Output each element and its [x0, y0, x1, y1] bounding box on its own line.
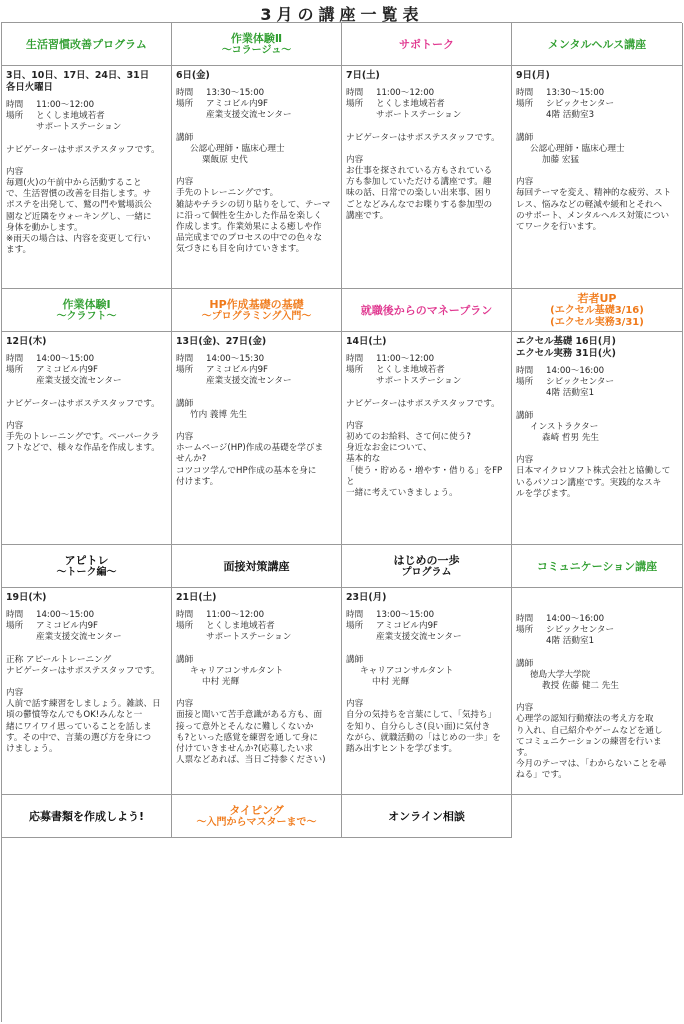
note-line: ナビゲーターはサポステスタッフです。: [6, 398, 160, 409]
course-date: [176, 336, 338, 348]
info-row: [516, 377, 679, 388]
course-header: [2, 545, 172, 588]
info-row: [346, 99, 508, 110]
content-line: 頃の鬱憤等なんでもOK!みんなと一: [6, 710, 143, 721]
course-title: (エクセル実務3/31): [550, 316, 644, 328]
place-line: 産業支援交流センター: [206, 110, 292, 121]
content-line: 雑誌やチラシの切り貼りをして、テーマ: [176, 199, 331, 210]
lecturer-line: インストラクター: [530, 421, 599, 432]
course-title: はじめの一歩: [393, 553, 460, 567]
info-value: 11:00〜12:00: [376, 354, 435, 364]
note-line: ナビゲーターはサポステスタッフです。: [346, 132, 500, 143]
course-header: [2, 289, 172, 332]
spacer: [346, 144, 508, 155]
info-row: [6, 100, 168, 111]
info-row: [516, 614, 679, 625]
content-label: 内容: [176, 699, 194, 710]
info-value: 11:00〜12:00: [376, 88, 435, 98]
info-row: [346, 365, 508, 376]
info-value: 11:00〜12:00: [206, 610, 265, 620]
info-row: [346, 88, 508, 99]
info-value: とくしま地域若者: [206, 621, 275, 632]
content-label: 内容: [346, 699, 364, 710]
course-details: [342, 588, 512, 795]
info-value: とくしま地域若者: [376, 365, 445, 376]
course-details: [512, 332, 683, 545]
content-line: 「使う・貯める・増やす・借りる」をFPと: [346, 465, 503, 487]
content-line: ※雨天の場合は、内容を変更して行い: [6, 234, 151, 245]
content-line: 接って意外とそんなに難しくないか: [176, 721, 314, 732]
course-title: 若者UP: [577, 291, 617, 305]
info-label: 場所: [176, 621, 194, 632]
spacer: [346, 122, 508, 133]
content-line: けましょう。: [6, 744, 58, 755]
info-value: シビックセンター: [546, 99, 615, 110]
info-value: アミコビル内9F: [376, 621, 438, 632]
content-line: 身近なお金について、: [346, 443, 432, 454]
info-label: 場所: [176, 99, 194, 110]
info-value: 14:00〜16:00: [546, 366, 605, 376]
course-details: [512, 588, 683, 795]
spacer: [6, 677, 168, 688]
content-line: す。: [516, 748, 533, 759]
content-line: ねる」です。: [516, 770, 567, 781]
info-value: アミコビル内9F: [36, 621, 98, 632]
content-line: 味の話、日常での楽しい出来事、困り: [346, 188, 493, 199]
course-details: [172, 66, 342, 289]
info-row: [6, 365, 168, 376]
lecturer-line: キャリアコンサルタント: [190, 665, 284, 676]
spacer: [346, 388, 508, 399]
course-title: サポトーク: [399, 37, 454, 51]
info-label: 場所: [516, 625, 534, 636]
info-label: 時間: [176, 88, 194, 98]
content-label: 内容: [6, 166, 24, 177]
course-date: [346, 336, 508, 348]
course-title: オンライン相談: [388, 809, 465, 823]
info-value: 14:00〜16:00: [546, 614, 605, 624]
info-row: [516, 625, 679, 636]
lecturer-label: 講師: [516, 658, 534, 669]
course-title: 就職後からのマネープラン: [360, 303, 493, 317]
lecturer-label: 講師: [176, 132, 194, 143]
date-line: 3日、10日、17日、24日、31日: [6, 70, 150, 81]
spacer: [516, 122, 679, 133]
info-label: 場所: [516, 377, 534, 388]
content-line: いるパソコン講座です。実践的なスキ: [516, 477, 662, 488]
place-line: 4階 活動室3: [546, 110, 595, 121]
content-line: 付けます。: [176, 476, 219, 487]
info-row: [346, 354, 508, 365]
spacer: [176, 644, 338, 655]
info-label: 時間: [516, 366, 534, 376]
course-title: 生活習慣改善プログラム: [26, 37, 147, 51]
info-label: 時間: [6, 100, 24, 110]
info-value: とくしま地域若者: [36, 111, 105, 122]
info-row: [516, 88, 679, 99]
info-label: 時間: [516, 614, 534, 624]
course-title: タイピング: [229, 803, 284, 817]
lecturer-label: 講師: [516, 410, 534, 421]
info-row: [6, 354, 168, 365]
content-line: 作成します。作業効果による癒しや作: [176, 222, 322, 233]
content-line: 手先のトレーニングです。: [176, 188, 279, 199]
lecturer-line: 粟飯原 史代: [202, 155, 248, 166]
info-row: [346, 610, 508, 621]
spacer: [176, 122, 338, 133]
course-details: [172, 588, 342, 795]
info-label: 時間: [176, 610, 194, 620]
spacer: [346, 644, 508, 655]
course-title: 〜コラージュ〜: [221, 44, 292, 56]
content-label: 内容: [6, 688, 24, 699]
course-header: [512, 545, 683, 588]
info-label: 時間: [6, 354, 24, 364]
date-line: 7日(土): [346, 70, 380, 81]
spacer: [176, 421, 338, 432]
info-row: [6, 621, 168, 632]
course-title: 〜クラフト〜: [56, 310, 117, 322]
info-value: 14:00〜15:30: [206, 354, 265, 364]
info-row: [176, 88, 338, 99]
course-date: [176, 592, 338, 604]
content-line: 手先のトレーニングです。ペーパークラ: [6, 432, 160, 443]
spacer: [516, 648, 679, 659]
spacer: [516, 603, 679, 614]
content-label: 内容: [516, 703, 534, 714]
place-line: 産業支援交流センター: [376, 632, 462, 643]
place-line: 産業支援交流センター: [36, 376, 122, 387]
note-line: ナビゲーターはサポステスタッフです。: [346, 398, 500, 409]
spacer: [176, 166, 338, 177]
content-line: せんか?: [176, 454, 207, 465]
date-line: エクセル基礎 16日(月): [516, 336, 616, 347]
content-line: お仕事を探されている方もされている: [346, 166, 493, 177]
course-header: [172, 23, 342, 66]
place-line: サポートステーション: [376, 376, 462, 387]
content-line: 毎週(火)の午前中から活動すること: [6, 178, 142, 189]
content-line: す。その中で、言葉の選び方を身につ: [6, 732, 152, 743]
course-title: 〜プログラミング入門〜: [201, 310, 312, 322]
content-label: 内容: [176, 177, 194, 188]
course-date: [346, 70, 508, 82]
course-date: [516, 336, 679, 360]
info-label: 場所: [516, 99, 534, 110]
info-label: 場所: [6, 621, 24, 632]
content-line: 今月のテーマは、「わからないことを尋: [516, 759, 667, 770]
content-line: ホームページ(HP)作成の基礎を学びま: [176, 443, 324, 454]
info-label: 場所: [6, 365, 24, 376]
course-header: [172, 289, 342, 332]
info-value: とくしま地域若者: [376, 99, 445, 110]
info-value: 11:00〜12:00: [36, 100, 95, 110]
info-row: [6, 111, 168, 122]
info-row: [176, 610, 338, 621]
content-line: レス、悩みなどの軽減や緩和とそれへ: [516, 199, 662, 210]
date-line: エクセル実務 31日(火): [516, 348, 616, 359]
spacer: [6, 134, 168, 145]
info-label: 時間: [346, 610, 364, 620]
date-line: 各日火曜日: [6, 82, 53, 93]
course-title: メンタルヘルス講座: [547, 37, 647, 51]
lecturer-line: 教授 佐藤 健二 先生: [542, 681, 619, 692]
info-row: [516, 99, 679, 110]
info-label: 時間: [176, 354, 194, 364]
place-line: 産業支援交流センター: [206, 376, 292, 387]
spacer: [6, 644, 168, 655]
info-value: シビックセンター: [546, 625, 615, 636]
info-value: 13:30〜15:00: [206, 88, 265, 98]
date-line: 12日(木): [6, 336, 47, 347]
info-label: 場所: [6, 111, 24, 122]
date-line: 14日(土): [346, 336, 387, 347]
info-label: 場所: [176, 365, 194, 376]
place-line: 産業支援交流センター: [36, 632, 122, 643]
content-line: 人票などあれば、当日ご持参ください): [176, 755, 326, 766]
content-line: 一緒に考えていきましょう。: [346, 488, 458, 499]
content-line: ごとなどみんなでお喋りする参加型の: [346, 199, 493, 210]
spacer: [6, 410, 168, 421]
course-details: [2, 66, 172, 289]
content-line: も?といった感覚を練習を通して身に: [176, 732, 319, 743]
content-line: 自分の気持ちを言葉にして、「気持ち」: [346, 710, 497, 721]
date-line: 21日(土): [176, 592, 217, 603]
info-row: [176, 99, 338, 110]
content-line: ルを学びます。: [516, 488, 576, 499]
content-line: 講座です。: [346, 210, 389, 221]
content-line: てワークを行います。: [516, 222, 602, 233]
spacer: [176, 688, 338, 699]
lecturer-label: 講師: [516, 132, 534, 143]
course-title: 〜トーク編〜: [56, 566, 117, 578]
course-header: [342, 545, 512, 588]
info-label: 時間: [516, 88, 534, 98]
course-title: (エクセル基礎3/16): [550, 304, 644, 316]
course-title: 応募書類を作成しよう!: [28, 809, 145, 823]
spacer: [516, 592, 679, 603]
course-date: [6, 70, 168, 94]
info-value: アミコビル内9F: [206, 365, 268, 376]
content-label: 内容: [516, 455, 534, 466]
course-title: 作業体験Ⅱ: [230, 31, 283, 45]
content-line: 心理学の認知行動療法の考え方を取: [516, 714, 654, 725]
info-row: [176, 354, 338, 365]
spacer: [516, 166, 679, 177]
course-header: [2, 23, 172, 66]
info-value: アミコビル内9F: [206, 99, 268, 110]
content-label: 内容: [516, 177, 534, 188]
info-value: 14:00〜15:00: [36, 354, 95, 364]
course-title: 〜入門からマスターまで〜: [196, 816, 317, 828]
lecturer-line: キャリアコンサルタント: [360, 665, 454, 676]
info-label: 場所: [346, 621, 364, 632]
content-line: 踏み出すヒントを学びます。: [346, 744, 458, 755]
content-line: 面接と聞いて苦手意識がある方も、面: [176, 710, 323, 721]
content-line: 方も参加していただける講座です。趣: [346, 177, 492, 188]
course-header: [342, 289, 512, 332]
content-line: 身体を動かします。: [6, 222, 83, 233]
note-line: ナビゲーターはサポステスタッフです。: [6, 665, 160, 676]
course-date: [176, 70, 338, 82]
info-label: 時間: [6, 610, 24, 620]
course-date: [6, 336, 168, 348]
info-row: [176, 365, 338, 376]
content-line: フトなどで、様々な作品を作成します。: [6, 443, 160, 454]
content-label: 内容: [346, 154, 364, 165]
content-line: 緒にワイワイ思っていることを話しま: [6, 721, 152, 732]
course-date: [346, 592, 508, 604]
course-details: [172, 332, 342, 545]
lecturer-line: 徳島大学大学院: [530, 669, 591, 680]
info-value: シビックセンター: [546, 377, 615, 388]
lecturer-line: 公認心理師・臨床心理士: [190, 143, 285, 154]
lecturer-line: 森崎 哲男 先生: [542, 433, 600, 444]
course-header: [512, 23, 683, 66]
course-header: [342, 23, 512, 66]
place-line: 4階 活動室1: [546, 388, 595, 399]
info-value: 13:30〜15:00: [546, 88, 605, 98]
lecturer-label: 講師: [176, 398, 194, 409]
info-row: [516, 366, 679, 377]
lecturer-line: 公認心理師・臨床心理士: [530, 143, 625, 154]
date-line: 9日(月): [516, 70, 550, 81]
course-title: 面接対策講座: [223, 559, 290, 573]
content-line: 基本的な: [346, 454, 381, 465]
page-title: 3月の講座一覧表: [260, 5, 424, 24]
content-line: 気づきにも目を向けていきます。: [176, 244, 305, 255]
content-line: 毎回テーマを変え、精神的な疲労、スト: [516, 188, 672, 199]
date-line: 6日(金): [176, 70, 210, 81]
lecturer-line: 中村 光輝: [202, 677, 240, 688]
spacer: [346, 410, 508, 421]
content-line: 付けていきませんか?(応募したい求: [176, 744, 313, 755]
content-line: ながら、就職活動の「はじめの一歩」を: [346, 732, 501, 743]
course-title: アピトレ: [64, 553, 109, 567]
lecturer-label: 講師: [176, 654, 194, 665]
content-label: 内容: [6, 420, 24, 431]
course-header: [172, 795, 342, 838]
info-label: 場所: [346, 365, 364, 376]
spacer: [6, 388, 168, 399]
info-row: [346, 621, 508, 632]
course-date: [6, 592, 168, 604]
course-title: コミュニケーション講座: [536, 559, 658, 573]
spacer: [346, 688, 508, 699]
course-grid: [1, 22, 682, 1022]
date-line: 19日(木): [6, 592, 47, 603]
course-title: 作業体験Ⅰ: [62, 297, 111, 311]
course-details: [342, 332, 512, 545]
spacer: [6, 156, 168, 167]
content-label: 内容: [176, 432, 194, 443]
content-line: 日本マイクロソフト株式会社と協働して: [516, 466, 671, 477]
info-label: 時間: [346, 88, 364, 98]
course-date: [516, 70, 679, 82]
lecturer-line: 竹内 義博 先生: [190, 409, 248, 420]
content-line: 初めてのお給料、さて何に使う?: [346, 432, 471, 443]
note-line: 正称 アピールトレーニング: [6, 654, 112, 665]
course-header: [512, 289, 683, 332]
course-header: [172, 545, 342, 588]
info-row: [6, 610, 168, 621]
date-line: 23日(月): [346, 592, 387, 603]
content-line: ます。: [6, 245, 32, 256]
info-value: 13:00〜15:00: [376, 610, 435, 620]
place-line: 4階 活動室1: [546, 636, 595, 647]
spacer: [516, 444, 679, 455]
content-line: てコミュニケーションの練習を行いま: [516, 736, 662, 747]
place-line: サポートステーション: [376, 110, 462, 121]
content-line: コツコツ学んでHP作成の基本を身に: [176, 465, 317, 476]
course-details: [512, 66, 683, 289]
content-line: 品完成までのプロセスの中での色々な: [176, 233, 323, 244]
info-value: アミコビル内9F: [36, 365, 98, 376]
course-title: プログラム: [401, 566, 452, 578]
lecturer-line: 中村 光輝: [372, 677, 410, 688]
content-line: 人前で話す練習をしましょう。雑談、日: [6, 699, 161, 710]
place-line: サポートステーション: [36, 122, 122, 133]
date-line: 13日(金)、27日(金): [176, 336, 267, 347]
course-header: [2, 795, 172, 838]
content-line: を知り、自分らしさ(良い面)に気付き: [346, 721, 491, 732]
note-line: ナビゲーターはサポステスタッフです。: [6, 144, 160, 155]
info-value: 14:00〜15:00: [36, 610, 95, 620]
info-label: 場所: [346, 99, 364, 110]
place-line: サポートステーション: [206, 632, 292, 643]
lecturer-label: 講師: [346, 654, 364, 665]
content-line: で、生活習慣の改善を目指します。サ: [6, 189, 152, 200]
content-line: り入れ、自己紹介やゲームなどを通し: [516, 725, 663, 736]
content-label: 内容: [346, 420, 364, 431]
content-line: のサポート、メンタルヘルス対策につい: [516, 210, 670, 221]
content-line: 園など近隣をウォーキングし、一緒に: [6, 211, 152, 222]
course-details: [2, 588, 172, 795]
info-label: 時間: [346, 354, 364, 364]
course-header: [342, 795, 512, 838]
spacer: [516, 400, 679, 411]
content-line: に沿って個性を生かした作品を楽しく: [176, 210, 323, 221]
course-details: [2, 332, 172, 545]
content-line: ポステを出発して、鷲の門や鷲場浜公: [6, 200, 152, 211]
spacer: [176, 388, 338, 399]
info-row: [176, 621, 338, 632]
lecturer-line: 加藤 宏猛: [542, 155, 580, 166]
course-title: HP作成基礎の基礎: [209, 297, 304, 311]
course-details: [342, 66, 512, 289]
spacer: [516, 692, 679, 703]
